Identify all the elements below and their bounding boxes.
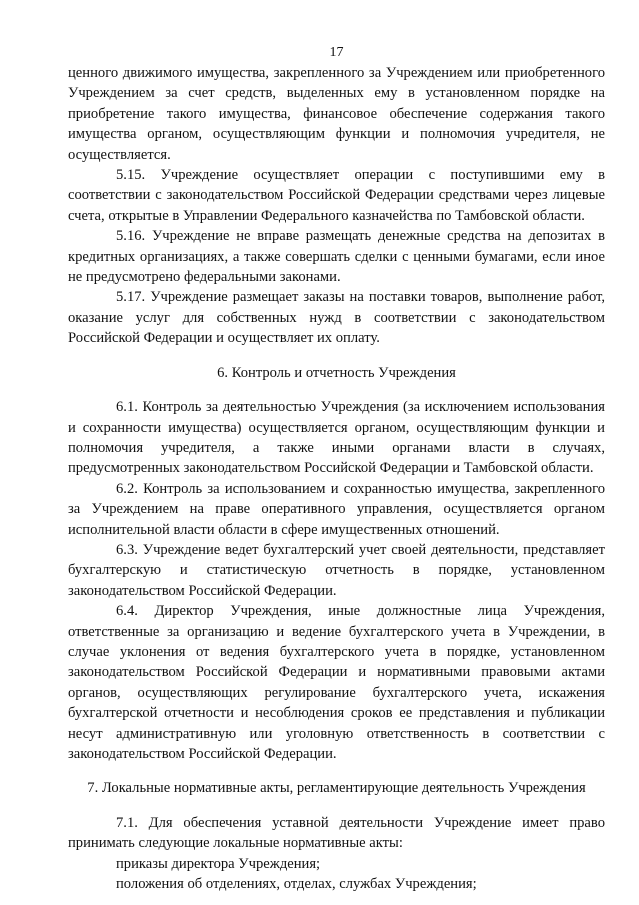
paragraph-continuation: ценного движимого имущества, закрепленного за Учреждением или приобретенного Учреждением за счет средств, выделенных ему в установленном порядке на приобретение такого имущества, финансовое обеспечение содержания такого имущества органом, осуществляющим функции и полномочия учредителя, не осуществляется.: [68, 65, 605, 163]
paragraph-5-17: 5.17. Учреждение размещает заказы на поставки товаров, выполнение работ, оказание услуг для собственных нужд в соответствии с законодательством Российской Федерации и осуществляет их оплату.: [68, 289, 605, 347]
paragraph-6-3: 6.3. Учреждение ведет бухгалтерский учет своей деятельности, представляет бухгалтерскую и статистическую отчетность в порядке, установленном законодательством Российской Федерации.: [68, 541, 605, 599]
paragraph-6-1: 6.1. Контроль за деятельностью Учреждения (за исключением использования и сохранности имущества) осуществляется органом, осуществляющим функции и полномочия учредителя, а также иными органами власти в случаях, предусмотренных законодательством Российской Федерации и Тамбовской области.: [68, 399, 605, 477]
section-6-heading: 6. Контроль и отчетность Учреждения: [217, 364, 456, 381]
page-number: 17: [329, 45, 344, 60]
paragraph-7-1: 7.1. Для обеспечения уставной деятельности Учреждение имеет право принимать следующие локальные нормативные акты:: [68, 814, 605, 852]
paragraph-5-15: 5.15. Учреждение осуществляет операции с поступившими ему в соответствии с законодательством Российской Федерации средствами через лицевые счета, открытые в Управлении Федерального казначейства по Тамбовской области.: [68, 167, 605, 224]
paragraph-5-16: 5.16. Учреждение не вправе размещать денежные средства на депозитах в кредитных организациях, а также совершать сделки с ценными бумагами, если иное не предусмотрено федеральными законами.: [68, 228, 605, 286]
paragraph-6-4: 6.4. Директор Учреждения, иные должностные лица Учреждения, ответственные за организацию и ведение бухгалтерского учета в Учреждении, в случае уклонения от ведения бухгалтерского учета в порядке, установленном законодательством Российской Федерации и нормативными правовыми актами органов, осуществляющих регулирование бухгалтерского учета, искажения бухгалтерской отчетности и несоблюдения сроков ее представления и публикации несут административную или уголовную ответственность в соответствии с законодательством Российской Федерации.: [68, 603, 605, 762]
section-7-heading: 7. Локальные нормативные акты, регламентирующие деятельность Учреждения: [87, 780, 586, 797]
list-item-directors-orders: приказы директора Учреждения;: [116, 855, 321, 872]
list-item-department-regulations: положения об отделениях, отделах, службах Учреждения;: [116, 876, 477, 893]
document-page: [68, 44, 605, 894]
paragraph-6-2: 6.2. Контроль за использованием и сохранностью имущества, закрепленного за Учреждением на праве оперативного управления, осуществляется органом исполнительной власти области в сфере имущественных отношений.: [68, 480, 605, 538]
